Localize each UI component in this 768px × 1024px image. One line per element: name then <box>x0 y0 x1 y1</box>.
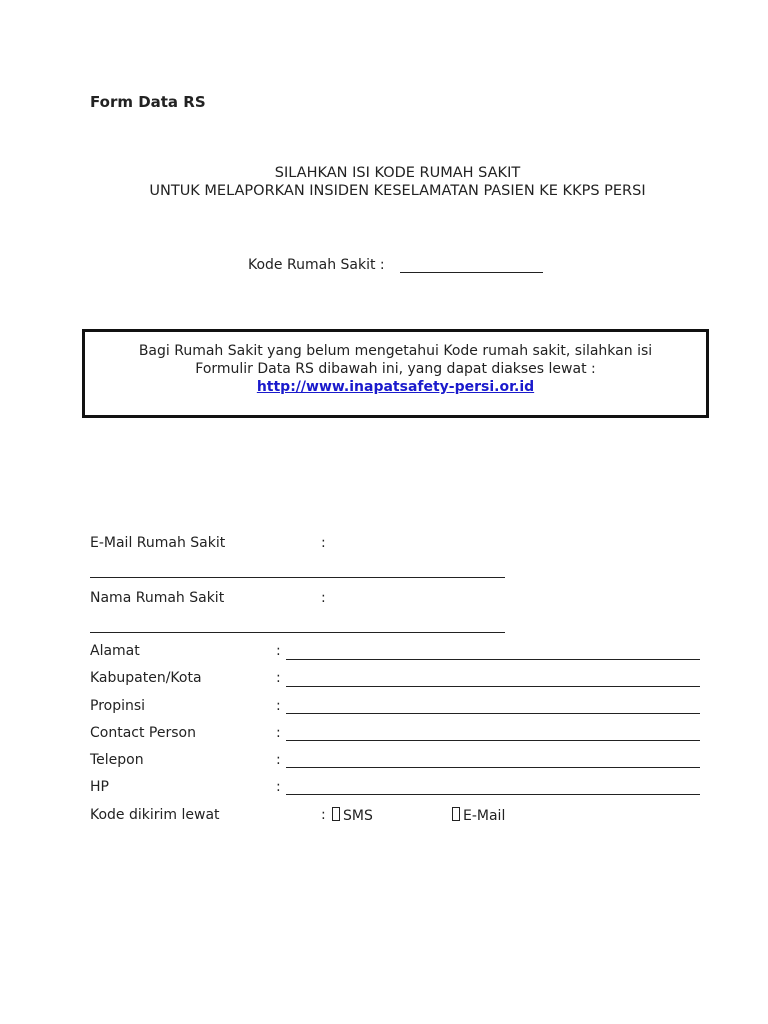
email-input-line[interactable] <box>90 577 505 578</box>
colon: : <box>276 725 281 741</box>
alamat-input-line[interactable] <box>286 659 700 660</box>
propinsi-input-line[interactable] <box>286 713 700 714</box>
alamat-label: Alamat <box>90 643 140 659</box>
notice-line-2: Formulir Data RS dibawah ini, yang dapat diakses lewat : <box>195 361 596 377</box>
heading-line-1: SILAHKAN ISI KODE RUMAH SAKIT <box>274 165 521 181</box>
contact-label: Contact Person <box>90 725 196 741</box>
checkbox-icon[interactable] <box>452 807 460 821</box>
email-label: E-Mail Rumah Sakit <box>90 535 226 551</box>
notice-link[interactable]: http://www.inapatsafety-persi.or.id <box>256 379 535 395</box>
kode-rs-input-line[interactable] <box>400 272 543 273</box>
colon: : <box>321 590 326 606</box>
colon: : <box>321 807 326 823</box>
colon: : <box>276 643 281 659</box>
heading-line-2: UNTUK MELAPORKAN INSIDEN KESELAMATAN PASIEN KE KKPS PERSI <box>149 183 646 199</box>
contact-input-line[interactable] <box>286 740 700 741</box>
telepon-label: Telepon <box>90 752 144 768</box>
hp-label: HP <box>90 779 109 795</box>
hp-input-line[interactable] <box>286 794 700 795</box>
option-sms[interactable] <box>332 807 373 824</box>
option-email-label: E-Mail <box>463 808 506 824</box>
notice-box <box>82 329 709 418</box>
nama-label: Nama Rumah Sakit <box>90 590 225 606</box>
kabupaten-input-line[interactable] <box>286 686 700 687</box>
checkbox-icon[interactable] <box>332 807 340 821</box>
notice-line-1: Bagi Rumah Sakit yang belum mengetahui Kode rumah sakit, silahkan isi <box>138 343 653 359</box>
kode-dikirim-label: Kode dikirim lewat <box>90 807 220 823</box>
kode-rs-label: Kode Rumah Sakit : <box>248 257 385 273</box>
colon: : <box>276 779 281 795</box>
nama-input-line[interactable] <box>90 632 505 633</box>
telepon-input-line[interactable] <box>286 767 700 768</box>
colon: : <box>276 670 281 686</box>
colon: : <box>321 535 326 551</box>
kabupaten-label: Kabupaten/Kota <box>90 670 202 686</box>
propinsi-label: Propinsi <box>90 698 146 714</box>
colon: : <box>276 698 281 714</box>
option-sms-label: SMS <box>343 808 373 824</box>
colon: : <box>276 752 281 768</box>
form-title: Form Data RS <box>90 93 206 111</box>
option-email[interactable] <box>452 807 505 824</box>
